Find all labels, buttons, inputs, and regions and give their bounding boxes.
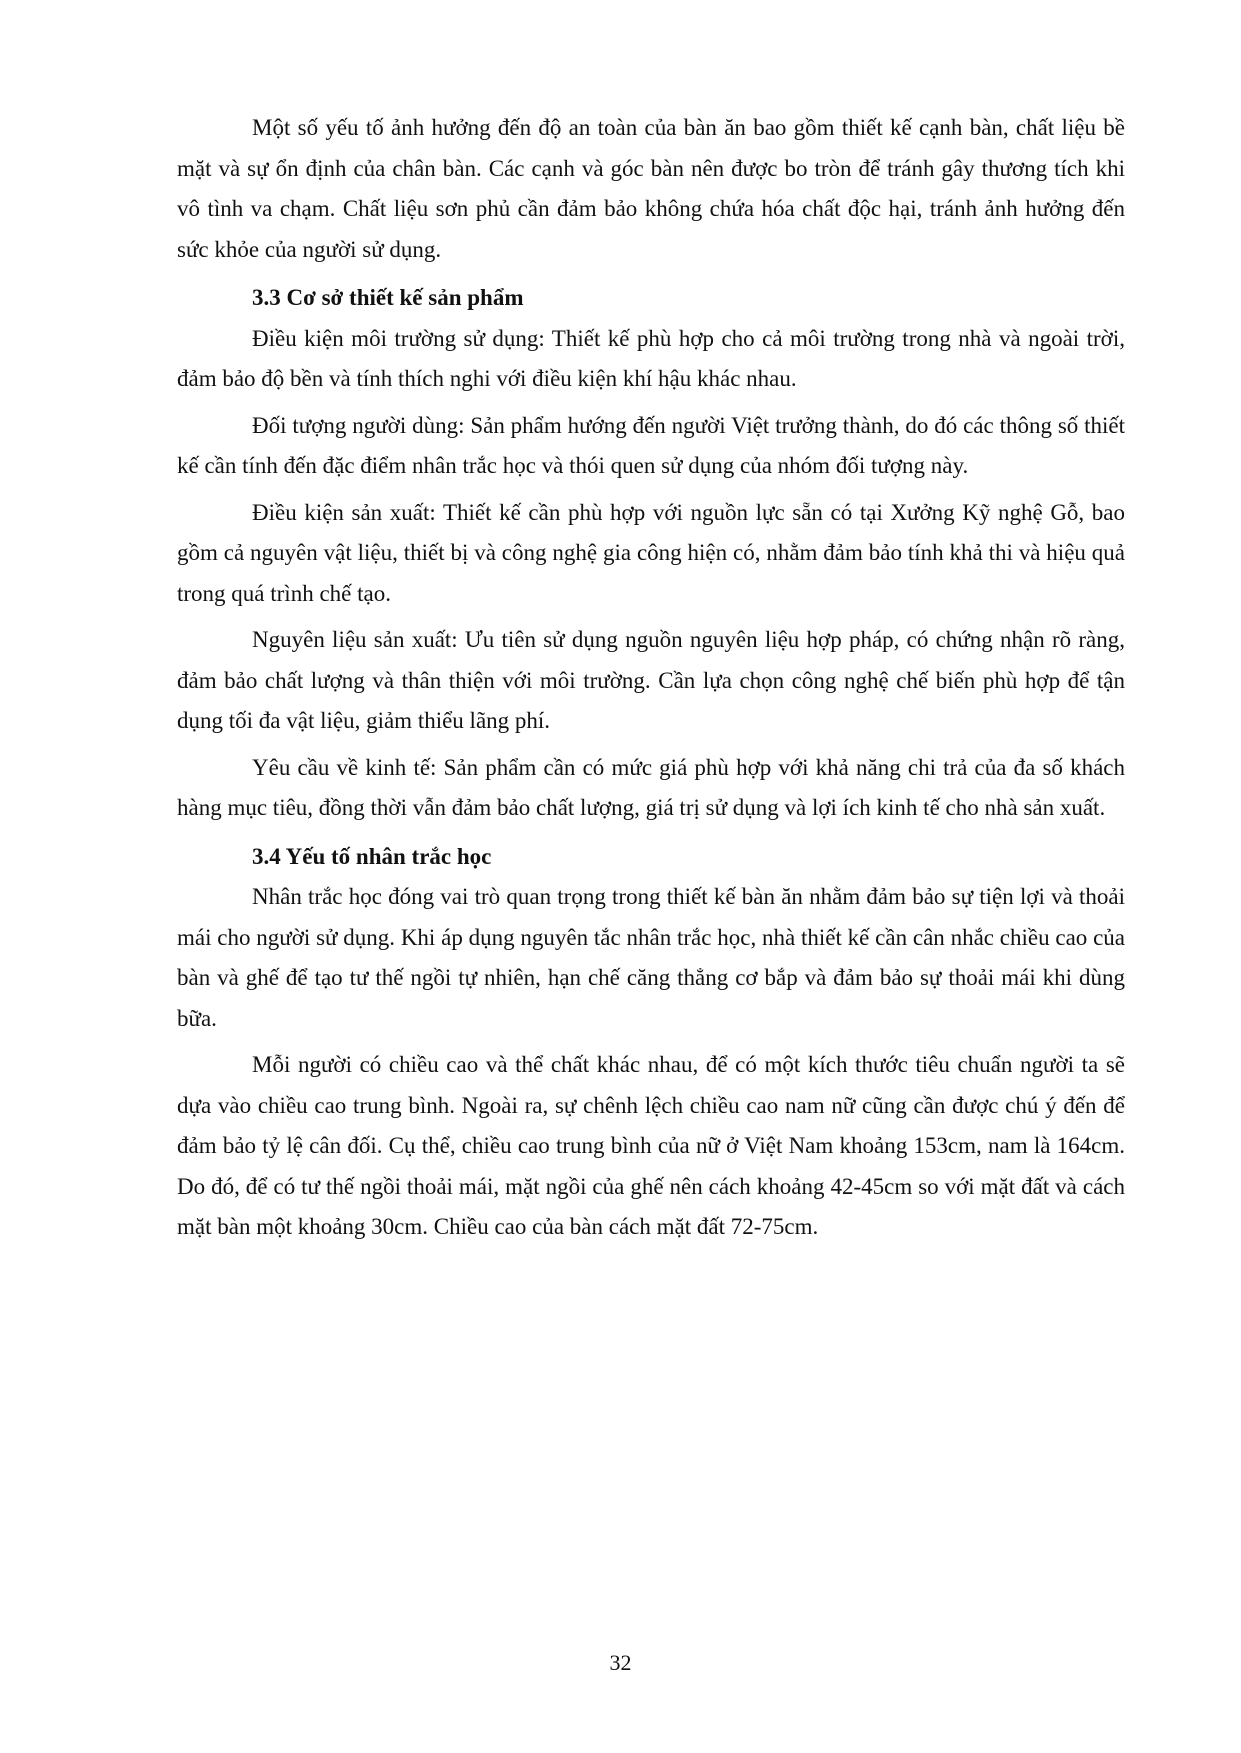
paragraph-environment: Điều kiện môi trường sử dụng: Thiết kế phù hợp cho cả môi trường trong nhà và ngoài trời, đảm bảo độ bền và tính thích nghi với điều kiện khí hậu khác nhau. xyxy=(177,325,1125,391)
paragraph-height-dimensions: Mỗi người có chiều cao và thể chất khác nhau, để có một kích thước tiêu chuẩn người ta sẽ dựa vào chiều cao trung bình. Ngoài ra, sự chênh lệch chiều cao nam nữ cũng cần được chú ý đến để đảm bảo tỷ lệ cân đối. Cụ thể, chiều cao trung bình của nữ ở Việt Nam khoảng 153cm, nam là 164cm. Do đó, để có tư thế ngồi thoải mái, mặt ngồi của ghế nên cách khoảng 42-45cm so với mặt đất và cách mặt bàn một khoảng 30cm. Chiều cao của bàn cách mặt đất 72-75cm. xyxy=(177,1052,1125,1239)
page-number: 32 xyxy=(609,1650,632,1675)
document-page xyxy=(177,108,1125,1254)
paragraph-economic-requirements: Yêu cầu về kinh tế: Sản phẩm cần có mức giá phù hợp với khả năng chi trả của đa số khách hàng mục tiêu, đồng thời vẫn đảm bảo chất lượng, giá trị sử dụng và lợi ích kinh tế cho nhà sản xuất. xyxy=(177,754,1125,820)
paragraph-raw-materials: Nguyên liệu sản xuất: Ưu tiên sử dụng nguồn nguyên liệu hợp pháp, có chứng nhận rõ ràng, đảm bảo chất lượng và thân thiện với môi trường. Cần lựa chọn công nghệ chế biến phù hợp để tận dụng tối đa vật liệu, giảm thiểu lãng phí. xyxy=(177,627,1125,733)
paragraph-target-users: Đối tượng người dùng: Sản phẩm hướng đến người Việt trưởng thành, do đó các thông số thiết kế cần tính đến đặc điểm nhân trắc học và thói quen sử dụng của nhóm đối tượng này. xyxy=(177,412,1125,478)
intro-paragraph: Một số yếu tố ảnh hưởng đến độ an toàn của bàn ăn bao gồm thiết kế cạnh bàn, chất liệu bề mặt và sự ổn định của chân bàn. Các cạnh và góc bàn nên được bo tròn để tránh gây thương tích khi vô tình va chạm. Chất liệu sơn phủ cần đảm bảo không chứa hóa chất độc hại, tránh ảnh hưởng đến sức khỏe của người sử dụng. xyxy=(177,115,1125,262)
paragraph-production-conditions: Điều kiện sản xuất: Thiết kế cần phù hợp với nguồn lực sẵn có tại Xưởng Kỹ nghệ Gỗ, bao gồm cả nguyên vật liệu, thiết bị và công nghệ gia công hiện có, nhằm đảm bảo tính khả thi và hiệu quả trong quá trình chế tạo. xyxy=(177,499,1125,606)
section-3-4-heading: 3.4 Yếu tố nhân trắc học xyxy=(252,843,492,869)
section-3-3-heading: 3.3 Cơ sở thiết kế sản phẩm xyxy=(252,285,524,310)
paragraph-anthropometry-role: Nhân trắc học đóng vai trò quan trọng trong thiết kế bàn ăn nhằm đảm bảo sự tiện lợi và thoải mái cho người sử dụng. Khi áp dụng nguyên tắc nhân trắc học, nhà thiết kế cần cân nhắc chiều cao của bàn và ghế để tạo tư thế ngồi tự nhiên, hạn chế căng thẳng cơ bắp và đảm bảo sự thoải mái khi dùng bữa. xyxy=(177,884,1125,1031)
